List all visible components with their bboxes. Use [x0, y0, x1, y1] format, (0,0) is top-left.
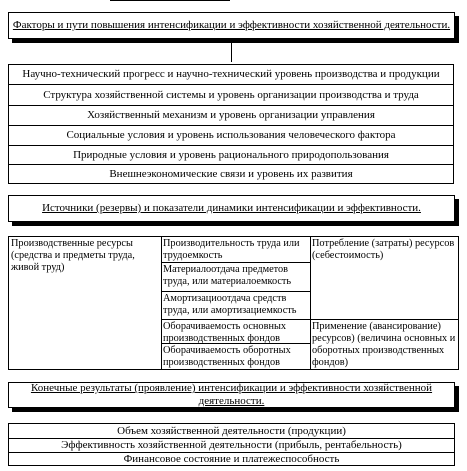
indicator-fixed-assets: Оборачиваемость основных производственных фондов	[163, 321, 287, 344]
factor-item: Структура хозяйственной системы и уровень организации производства и труда	[9, 84, 453, 105]
resources-table	[8, 236, 459, 370]
indicator-material: Материалоотдача предметов труда, или материалоемкость	[163, 264, 292, 287]
result-item: Эффективность хозяйственной деятельности (прибыль, рентабельность)	[9, 438, 454, 452]
factor-item: Научно-технический прогресс и научно-технический уровень производства и продукции	[22, 68, 440, 80]
results-title: Конечные результаты (проявление) интенсификации и эффективности хозяйственной деятельности.	[30, 382, 433, 407]
resources-column-1: Производственные ресурсы (средства и предметы труда, живой труд)	[11, 238, 135, 273]
results-list	[8, 423, 455, 466]
factor-item: Природные условия и уровень рационального природопользования	[9, 145, 453, 164]
factors-title-box	[8, 12, 455, 39]
top-edge-remnant	[0, 0, 467, 7]
results-title-box	[8, 382, 455, 408]
result-item: Объем хозяйственной деятельности (продукции)	[117, 424, 346, 437]
connector-line	[231, 43, 232, 62]
factors-title: Факторы и пути повышения интенсификации и эффективности хозяйственной деятельности.	[12, 19, 451, 31]
factor-item: Внешнеэкономические связи и уровень их развития	[9, 164, 453, 183]
factors-list	[8, 64, 454, 184]
factor-item: Социальные условия и уровень использования человеческого фактора	[9, 125, 453, 145]
sources-title-box	[8, 195, 455, 222]
indicator-working-assets: Оборачиваемость оборотных производственных фондов	[163, 345, 291, 368]
indicator-labor-productivity: Производительность труда или трудоемкость	[163, 238, 300, 261]
result-item: Финансовое состояние и платежеспособность	[9, 452, 454, 465]
resources-application: Применение (авансирование) ресурсов) (величина основных и оборотных производственных фондов)	[312, 321, 456, 368]
factor-item: Хозяйственный механизм и уровень организации управления	[9, 105, 453, 125]
indicator-amortization: Амортизациоотдача средств труда, или амортизациемкость	[163, 293, 297, 316]
sources-title: Источники (резервы) и показатели динамики интенсификации и эффективности.	[42, 202, 421, 214]
resources-consumption: Потребление (затраты) ресурсов (себестоимость)	[312, 238, 455, 261]
remnant-line	[110, 0, 230, 1]
